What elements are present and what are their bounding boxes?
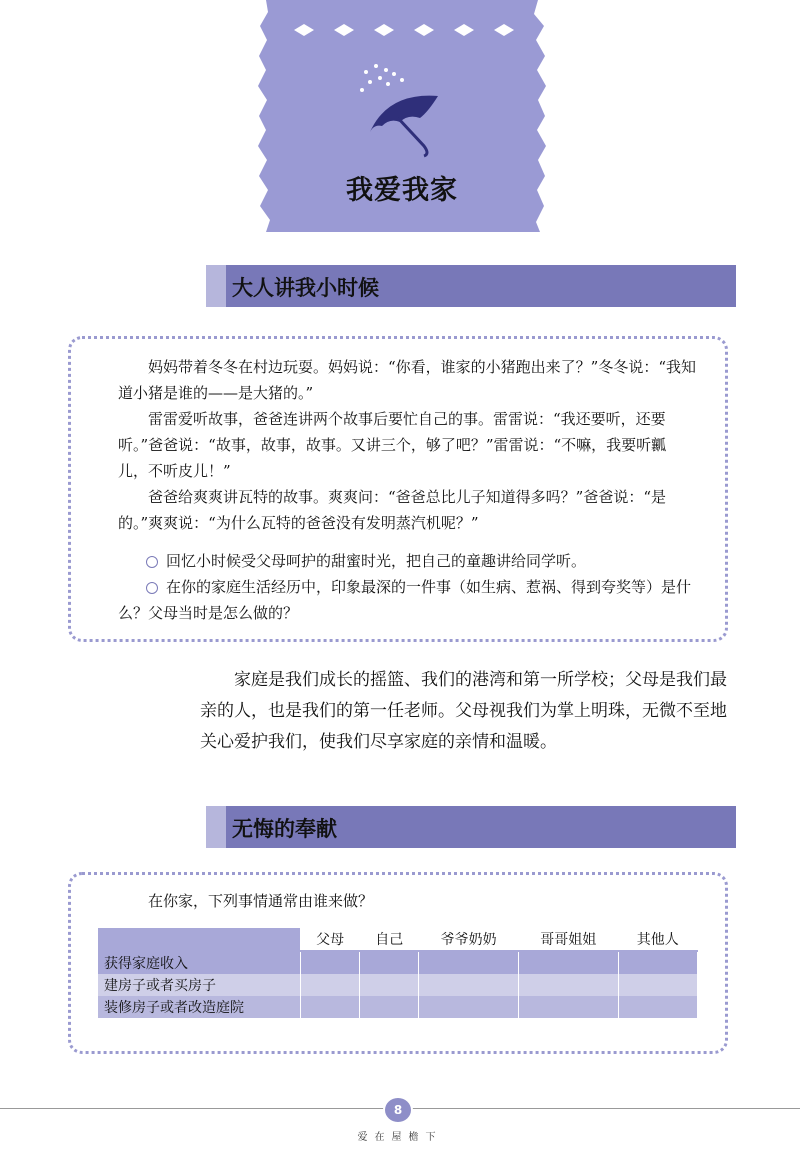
- table-cell[interactable]: [419, 996, 519, 1018]
- table-cell[interactable]: [618, 974, 697, 996]
- table-cell[interactable]: [618, 951, 697, 974]
- row-label: 装修房子或者改造庭院: [98, 996, 301, 1018]
- body-paragraph: 家庭是我们成长的摇篮、我们的港湾和第一所学校；父母是我们最亲的人，也是我们的第一任老师。父母视我们为掌上明珠，无微不至地关心爱护我们，使我们尽享家庭的亲情和温暖。: [200, 670, 727, 752]
- section-heading-childhood: [206, 265, 736, 307]
- section-heading-label: 大人讲我小时候: [232, 276, 379, 300]
- table-cell[interactable]: [301, 951, 360, 974]
- table-cell[interactable]: [518, 951, 618, 974]
- table-cell[interactable]: [618, 996, 697, 1018]
- row-label: 获得家庭收入: [98, 951, 301, 974]
- question-item: [118, 548, 696, 574]
- section-heading-label: 无悔的奉献: [232, 817, 337, 841]
- table-cell[interactable]: [419, 951, 519, 974]
- book-title: 爱在屋檐下: [357, 1132, 443, 1143]
- table-corner: [98, 928, 301, 951]
- bullet-circle-icon: [146, 582, 158, 594]
- table-cell[interactable]: [360, 951, 419, 974]
- story-paragraph: 妈妈带着冬冬在村边玩耍。妈妈说：“你看，谁家的小猪跑出来了？”冬冬说：“我知道小猪是谁的——是大猪的。”: [118, 358, 697, 402]
- row-label: 建房子或者买房子: [98, 974, 301, 996]
- table-cell[interactable]: [360, 996, 419, 1018]
- page-number: 8: [383, 1096, 413, 1124]
- table-cell[interactable]: [518, 996, 618, 1018]
- table-row: [98, 974, 698, 996]
- table-cell[interactable]: [360, 974, 419, 996]
- question-text: 在你的家庭生活经历中，印象最深的一件事（如生病、惹祸、得到夸奖等）是什么？父母当时是怎么做的？: [118, 578, 692, 622]
- column-header: 父母: [301, 928, 360, 951]
- question-item: [118, 574, 696, 626]
- story-text: [118, 354, 696, 536]
- table-intro: 在你家，下列事情通常由谁来做？: [148, 892, 374, 910]
- story-paragraph: 爸爸给爽爽讲瓦特的故事。爽爽问：“爸爸总比儿子知道得多吗？”爸爸说：“是的。”爽爽说：“为什么瓦特的爸爸没有发明蒸汽机呢？”: [118, 488, 667, 532]
- table-cell[interactable]: [301, 974, 360, 996]
- table-row: [98, 996, 698, 1018]
- lesson-title: 我爱我家: [346, 175, 458, 206]
- table-row: [98, 951, 698, 974]
- question-text: 回忆小时候受父母呵护的甜蜜时光，把自己的童趣讲给同学听。: [166, 552, 587, 570]
- section-heading-dedication: [206, 806, 736, 848]
- table-cell[interactable]: [301, 996, 360, 1018]
- bullet-circle-icon: [146, 556, 158, 568]
- story-paragraph: 雷雷爱听故事，爸爸连讲两个故事后要忙自己的事。雷雷说：“我还要听，还要听。”爸爸说：“故事，故事，故事。又讲三个，够了吧？”雷雷说：“不嘛，我要听瓤儿，不听皮儿！”: [118, 410, 667, 480]
- table-cell[interactable]: [419, 974, 519, 996]
- table-cell[interactable]: [518, 974, 618, 996]
- column-header: 其他人: [618, 928, 697, 951]
- chores-table: [98, 928, 698, 1018]
- column-header: 哥哥姐姐: [518, 928, 618, 951]
- column-header: 爷爷奶奶: [419, 928, 519, 951]
- column-header: 自己: [360, 928, 419, 951]
